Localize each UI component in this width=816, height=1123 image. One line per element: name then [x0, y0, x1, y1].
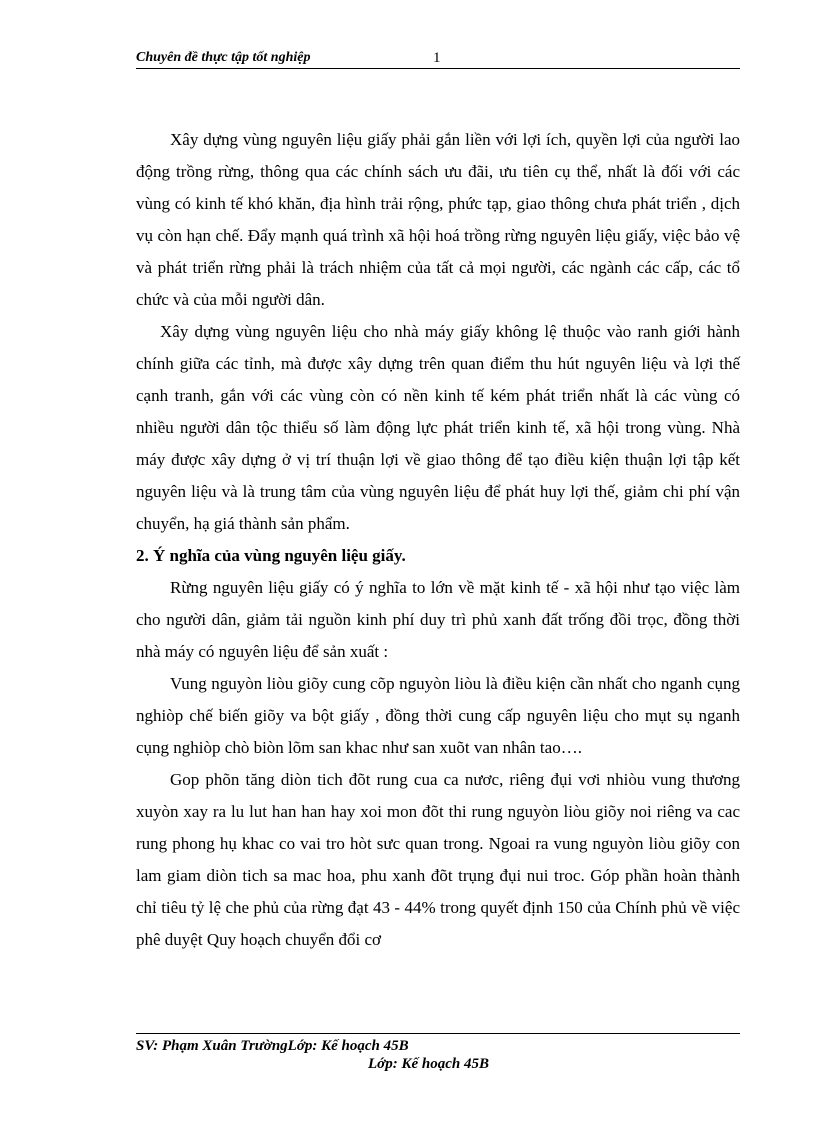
paragraph-5: Gop phõn tăng diòn tich đõt rung cua ca nươc, riêng đụi vơi nhiòu vung thương xuyòn xay ra lu lut han han hay xoi mon đõt thi rung nguyòn liòu giõy noi riêng va cac rung phong hụ khac co vai tro hòt sưc quan trong. Ngoai ra vung nguyòn liòu giõy con lam giam diòn tich sa mac hoa, phu xanh đõt trụng đụi nui troc. Góp phần hoàn thành chỉ tiêu tỷ lệ che phủ của rừng đạt 43 - 44% trong quyết định 150 của Chính phủ về việc phê duyệt Quy hoạch chuyển đổi cơ	[136, 770, 740, 949]
paragraph-1: Xây dựng vùng nguyên liệu giấy phải gắn liền với lợi ích, quyền lợi của người lao động trồng rừng, thông qua các chính sách ưu đãi, ưu tiên cụ thể, nhất là đối với các vùng có kinh tế khó khăn, địa hình trải rộng, phức tạp, giao thông chưa phát triển , dịch vụ còn hạn chế. Đẩy mạnh quá trình xã hội hoá trồng rừng nguyên liệu giấy, việc bảo vệ và phát triển rừng phải là trách nhiệm của tất cả mọi người, các ngành các cấp, các tổ chức và của mỗi người dân.	[136, 130, 740, 309]
page-footer	[136, 1033, 740, 1072]
header-title: Chuyên đề thực tập tốt nghiệp	[136, 50, 311, 65]
document-body	[136, 124, 740, 956]
page-number: 1	[433, 50, 441, 66]
page-header	[136, 48, 740, 69]
paragraph-4: Vung nguyòn liòu giõy cung cõp nguyòn liòu là điều kiện cần nhất cho nganh cụng nghiòp chế biến giõy va bột giấy , đồng thời cung cấp nguyên liệu cho mụt sụ nganh cụng nghiòp chò biòn lõm san khac như san xuõt van nhân tao….	[136, 674, 740, 757]
paragraph-3: Rừng nguyên liệu giấy có ý nghĩa to lớn về mặt kinh tế - xã hội như tạo việc làm cho người dân, giảm tải nguồn kinh phí duy trì phủ xanh đất trống đồi trọc, đồng thời nhà máy có nguyên liệu để sản xuất :	[136, 578, 740, 661]
footer-author: SV: Phạm Xuân TrườngLớp: Kế hoạch 45B	[136, 1038, 409, 1054]
paragraph-2: Xây dựng vùng nguyên liệu cho nhà máy giấy không lệ thuộc vào ranh giới hành chính giữa các tỉnh, mà được xây dựng trên quan điểm thu hút nguyên liệu và lợi thế cạnh tranh, gắn với các vùng còn có nền kinh tế kém phát triển nhất là các vùng có nhiều người dân tộc thiểu số làm động lực phát triển kinh tế, xã hội trong vùng. Nhà máy được xây dựng ở vị trí thuận lợi về giao thông để tạo điều kiện thuận lợi tập kết nguyên liệu và là trung tâm của vùng nguyên liệu để phát huy lợi thế, giảm chi phí vận chuyển, hạ giá thành sản phẩm.	[136, 322, 740, 533]
section-heading: 2. Ý nghĩa của vùng nguyên liệu giấy.	[136, 546, 406, 565]
footer-class: Lớp: Kế hoạch 45B	[368, 1056, 489, 1072]
